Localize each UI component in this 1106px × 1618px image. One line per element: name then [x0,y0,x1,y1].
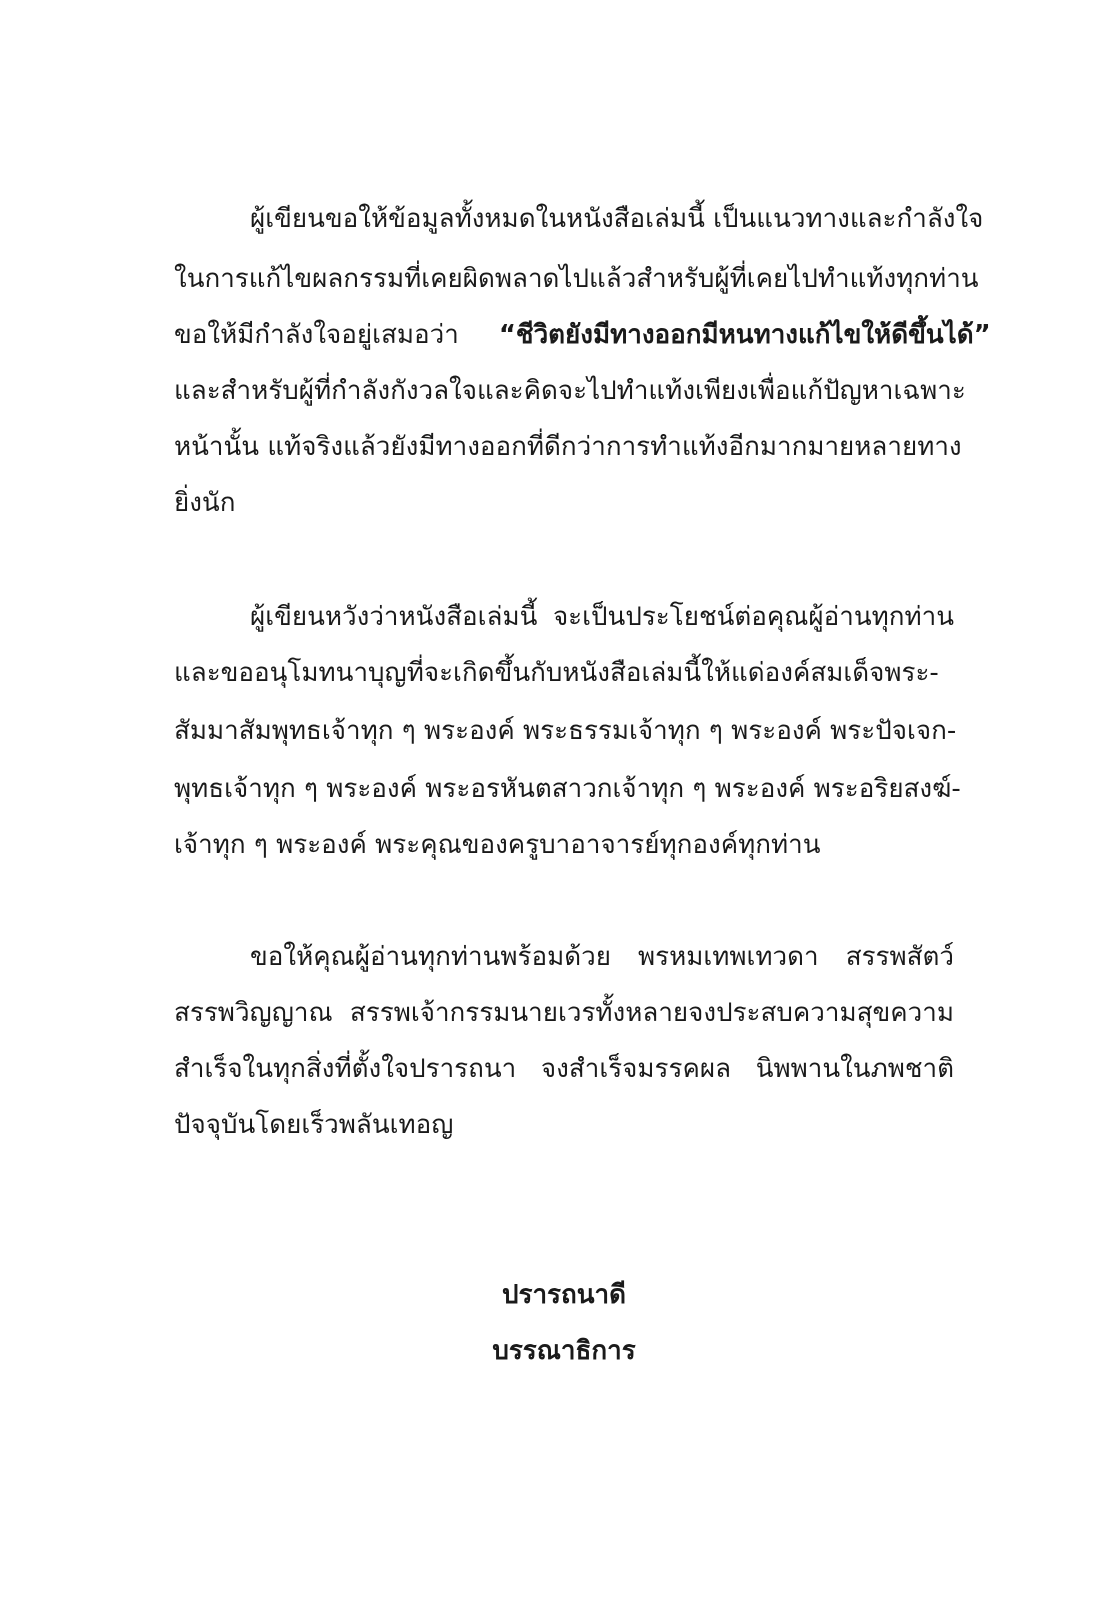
paragraph-1-line-5: หน้านั้น แท้จริงแล้วยังมีทางออกที่ดีกว่าการทำแท้งอีกมากมายหลายทาง [174,432,962,462]
highlighted-quote: “ชีวิตยังมีทางออกมีหนทางแก้ไขให้ดีขึ้นได้” [498,320,991,350]
paragraph-1-line-3-prefix: ขอให้มีกำลังใจอยู่เสมอว่า [174,320,459,350]
paragraph-2-line-5: เจ้าทุก ๆ พระองค์ พระคุณของครูบาอาจารย์ทุกองค์ทุกท่าน [174,830,821,860]
paragraph-3-line-1: ขอให้คุณผู้อ่านทุกท่านพร้อมด้วย พรหมเทพเทวดา สรรพสัตว์ [250,942,954,972]
paragraph-1-line-4: และสำหรับผู้ที่กำลังกังวลใจและคิดจะไปทำแท้งเพียงเพื่อแก้ปัญหาเฉพาะ [174,376,966,406]
closing-text: ปรารถนาดี [501,1280,627,1310]
paragraph-2-line-3: สัมมาสัมพุทธเจ้าทุก ๆ พระองค์ พระธรรมเจ้าทุก ๆ พระองค์ พระปัจเจก- [174,716,957,746]
paragraph-1-line-1: ผู้เขียนขอให้ข้อมูลทั้งหมดในหนังสือเล่มนี้ เป็นแนวทางและกำลังใจ [250,204,984,234]
author-title: บรรณาธิการ [492,1336,636,1366]
paragraph-1-line-2: ในการแก้ไขผลกรรมที่เคยผิดพลาดไปแล้วสำหรับผู้ที่เคยไปทำแท้งทุกท่าน [174,264,979,294]
paragraph-3-line-4: ปัจจุบันโดยเร็วพลันเทอญ [174,1110,454,1140]
paragraph-2-line-4: พุทธเจ้าทุก ๆ พระองค์ พระอรหันตสาวกเจ้าทุก ๆ พระองค์ พระอริยสงฆ์- [174,774,961,804]
paragraph-2-line-2: และขออนุโมทนาบุญที่จะเกิดขึ้นกับหนังสือเล่มนี้ให้แด่องค์สมเด็จพระ- [174,658,939,688]
paragraph-1-line-3 [174,318,991,352]
paragraph-1-line-6: ยิ่งนัก [174,488,236,518]
paragraph-2-line-1: ผู้เขียนหวังว่าหนังสือเล่มนี้ จะเป็นประโยชน์ต่อคุณผู้อ่านทุกท่าน [250,602,954,632]
paragraph-3-line-2: สรรพวิญญาณ สรรพเจ้ากรรมนายเวรทั้งหลายจงประสบความสุขความ [174,998,954,1028]
paragraph-3-line-3: สำเร็จในทุกสิ่งที่ตั้งใจปรารถนา จงสำเร็จมรรคผล นิพพานในภพชาติ [174,1054,954,1084]
